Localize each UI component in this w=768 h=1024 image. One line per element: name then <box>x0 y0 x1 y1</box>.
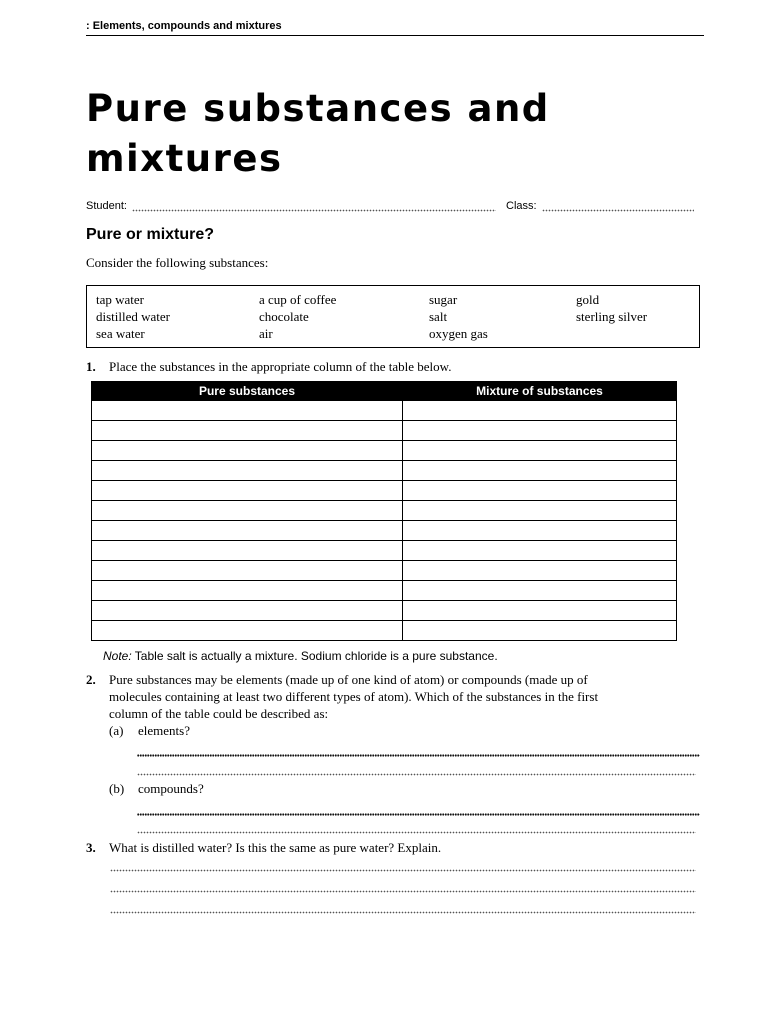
intro-text: Consider the following substances: <box>86 255 269 270</box>
question-1 <box>86 358 706 375</box>
table-row <box>92 501 677 521</box>
answer-line[interactable] <box>137 773 696 776</box>
pure-substance-cell[interactable] <box>92 521 403 541</box>
part-a-label: (a) <box>109 723 124 738</box>
table-row <box>92 521 677 541</box>
note <box>103 649 498 663</box>
table-row <box>92 541 677 561</box>
answer-line[interactable] <box>110 911 696 914</box>
question-text: Place the substances in the appropriate column of the table below. <box>109 359 452 374</box>
mixture-cell[interactable] <box>403 441 677 461</box>
question-text <box>109 671 699 722</box>
student-label: Student: <box>86 200 127 212</box>
question-number: 1. <box>86 359 96 374</box>
mixture-cell[interactable] <box>403 561 677 581</box>
substance-item: sterling silver <box>576 309 648 324</box>
title-line-2: mixtures <box>86 137 283 180</box>
pure-substance-cell[interactable] <box>92 441 403 461</box>
answer-table <box>91 381 677 641</box>
student-name-field[interactable] <box>132 209 496 212</box>
page-title <box>86 84 706 184</box>
question-text-line: Pure substances may be elements (made up of one kind of atom) or compounds (made up of <box>109 672 588 687</box>
substance-item: tap water <box>96 292 145 307</box>
title-line-1: Pure substances and <box>86 87 550 130</box>
answer-table-body <box>92 401 677 641</box>
answer-line[interactable] <box>137 831 696 834</box>
substance-item: sugar <box>429 292 458 307</box>
running-header: : Elements, compounds and mixtures <box>86 20 704 36</box>
class-label: Class: <box>506 200 537 212</box>
note-text: Table salt is actually a mixture. Sodium chloride is a pure substance. <box>131 649 498 663</box>
mixture-cell[interactable] <box>403 461 677 481</box>
answer-line[interactable] <box>110 869 696 872</box>
substance-item: air <box>259 326 273 341</box>
answer-line[interactable] <box>110 890 696 893</box>
table-row <box>92 481 677 501</box>
question-number: 2. <box>86 672 96 687</box>
pure-substance-cell[interactable] <box>92 541 403 561</box>
answer-line[interactable] <box>137 754 700 757</box>
mixture-cell[interactable] <box>403 501 677 521</box>
mixture-cell[interactable] <box>403 581 677 601</box>
table-row <box>92 601 677 621</box>
table-row <box>92 561 677 581</box>
pure-substance-cell[interactable] <box>92 601 403 621</box>
section-heading: Pure or mixture? <box>86 226 215 243</box>
mixture-cell[interactable] <box>403 521 677 541</box>
substance-item: a cup of coffee <box>259 292 337 307</box>
table-row <box>92 421 677 441</box>
pure-substance-cell[interactable] <box>92 581 403 601</box>
pure-substance-cell[interactable] <box>92 621 403 641</box>
class-field[interactable] <box>542 209 694 212</box>
mixture-cell[interactable] <box>403 401 677 421</box>
question-text-line: column of the table could be described as: <box>109 706 329 721</box>
substance-item: gold <box>576 292 600 307</box>
student-class-line <box>86 200 706 214</box>
mixture-cell[interactable] <box>403 601 677 621</box>
pure-substance-cell[interactable] <box>92 561 403 581</box>
question-3 <box>86 839 706 856</box>
pure-substance-cell[interactable] <box>92 501 403 521</box>
mixture-cell[interactable] <box>403 541 677 561</box>
substance-item: distilled water <box>96 309 171 324</box>
substances-box <box>86 285 700 348</box>
column-header-mixture: Mixture of substances <box>403 382 677 401</box>
mixture-cell[interactable] <box>403 481 677 501</box>
table-row <box>92 461 677 481</box>
substance-item: salt <box>429 309 448 324</box>
question-2 <box>86 671 706 723</box>
table-row <box>92 441 677 461</box>
answer-line[interactable] <box>137 813 700 816</box>
substance-item: oxygen gas <box>429 326 488 341</box>
part-b-label: (b) <box>109 781 125 796</box>
question-text: What is distilled water? Is this the same as pure water? Explain. <box>109 840 442 855</box>
pure-substance-cell[interactable] <box>92 401 403 421</box>
column-header-pure: Pure substances <box>92 382 403 401</box>
pure-substance-cell[interactable] <box>92 421 403 441</box>
substance-item: sea water <box>96 326 145 341</box>
note-label: Note: <box>103 649 132 663</box>
substance-item: chocolate <box>259 309 309 324</box>
table-row <box>92 621 677 641</box>
pure-substance-cell[interactable] <box>92 481 403 501</box>
table-row <box>92 401 677 421</box>
mixture-cell[interactable] <box>403 621 677 641</box>
pure-substance-cell[interactable] <box>92 461 403 481</box>
table-row <box>92 581 677 601</box>
mixture-cell[interactable] <box>403 421 677 441</box>
question-number: 3. <box>86 840 96 855</box>
part-b-text: compounds? <box>138 781 204 796</box>
part-a-text: elements? <box>138 723 190 738</box>
question-text-line: molecules containing at least two different types of atom). Which of the substances in the first <box>109 689 599 704</box>
